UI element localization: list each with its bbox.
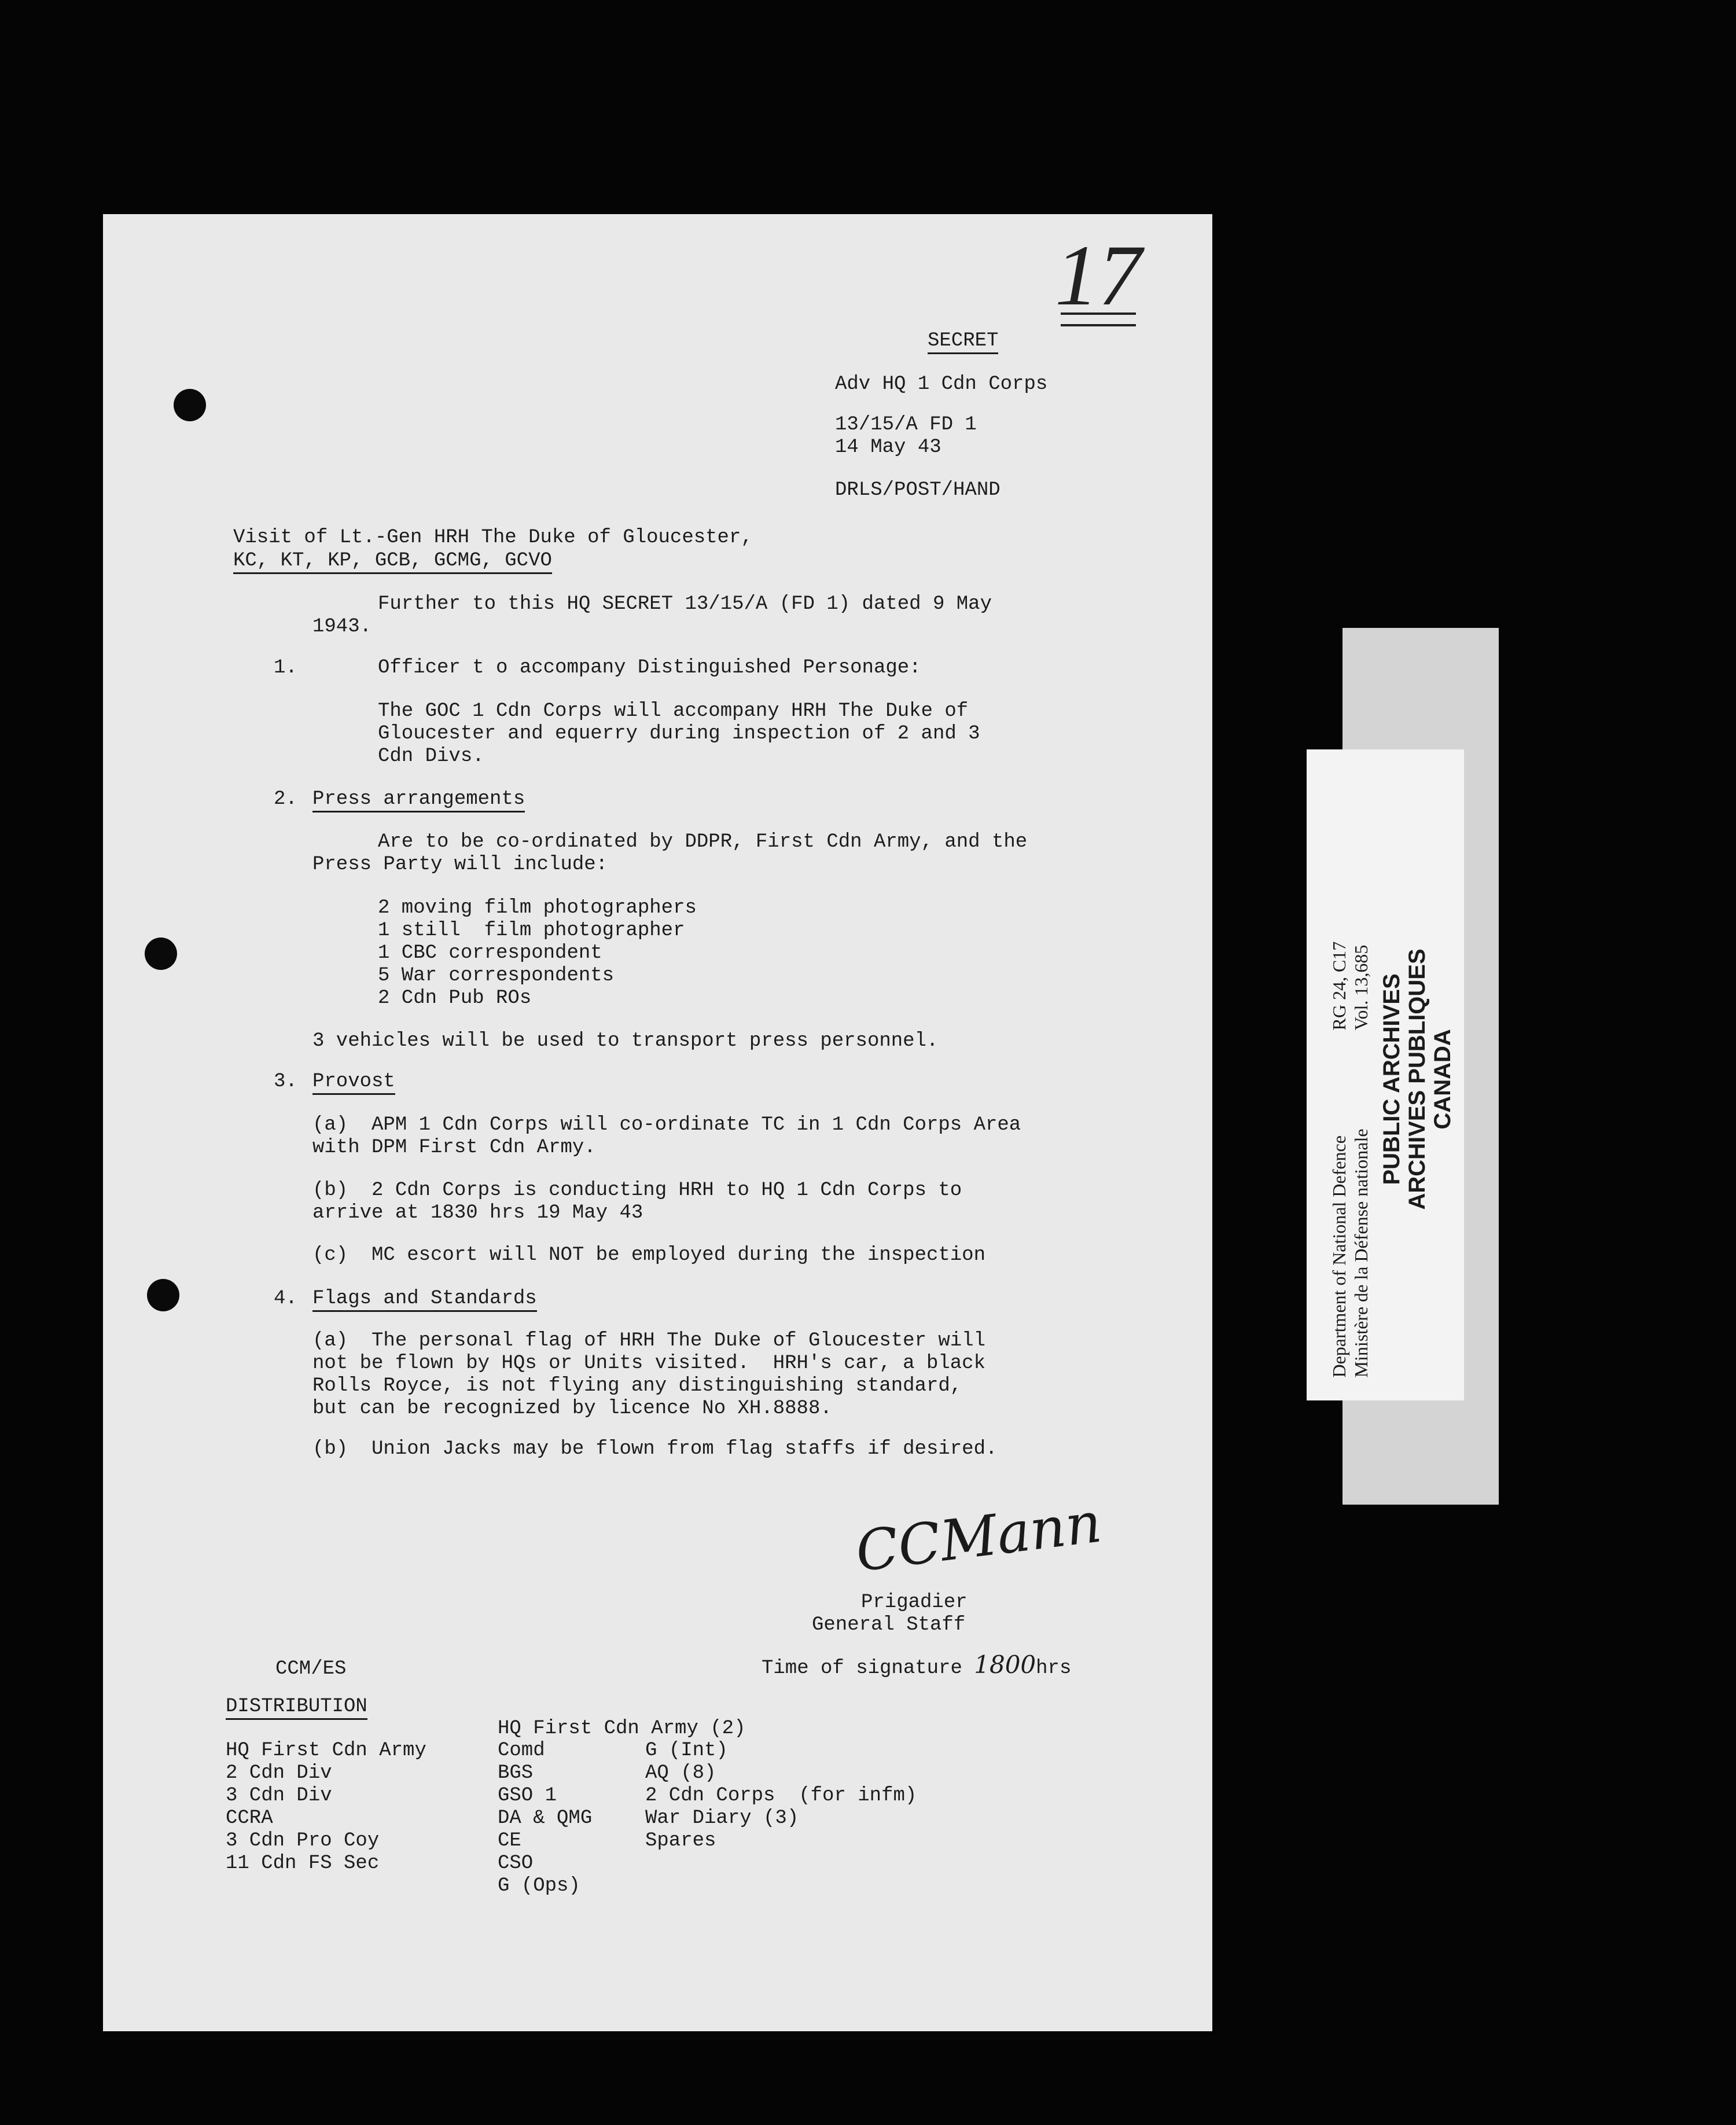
section-1-body-2: Gloucester and equerry during inspection of 2 and 3 <box>378 723 980 745</box>
section-1-number: 1. <box>274 657 297 679</box>
stamp-line: Department of National Defence <box>1328 1135 1349 1377</box>
section-3a-line-1: (a) APM 1 Cdn Corps will co-ordinate TC in 1 Cdn Corps Area <box>312 1114 1021 1136</box>
section-3-heading: Provost <box>312 1071 395 1095</box>
distribution-heading: DISTRIBUTION <box>226 1696 367 1720</box>
distribution-col3-item: AQ (8) <box>645 1762 716 1784</box>
stamp-line: Vol. 13,685 <box>1350 944 1371 1030</box>
section-3a-line-2: with DPM First Cdn Army. <box>312 1137 596 1159</box>
distribution-col2-item: DA & QMG <box>498 1807 593 1829</box>
document-date: 14 May 43 <box>835 436 941 458</box>
punch-hole-top <box>174 389 206 421</box>
section-4a-line-4: but can be recognized by licence No XH.8888. <box>312 1398 832 1420</box>
intro-line-2: 1943. <box>312 616 372 638</box>
file-reference: 13/15/A FD 1 <box>835 414 977 436</box>
section-4-number: 4. <box>274 1288 297 1310</box>
archive-stamp <box>1307 749 1464 1400</box>
section-1-heading: Officer t o accompany Distinguished Personage: <box>378 657 921 679</box>
archive-stamp-text <box>1304 749 1461 1400</box>
time-label: Time of signature <box>762 1657 962 1679</box>
distribution-col1-item: HQ First Cdn Army <box>226 1740 426 1762</box>
section-4a-line-2: not be flown by HQs or Units visited. HRH's car, a black <box>312 1352 985 1374</box>
stamp-line: Ministère de la Défense nationale <box>1350 1128 1371 1377</box>
subject-line-2: KC, KT, KP, GCB, GCMG, GCVO <box>233 550 552 574</box>
stamp-department <box>1328 1128 1372 1377</box>
distribution-col1-item: 11 Cdn FS Sec <box>226 1852 380 1874</box>
distribution-col2-item: CSO <box>498 1852 534 1874</box>
document-page <box>103 214 1212 2031</box>
folio-number: 17 <box>1055 227 1142 323</box>
signatory-rank: Prigadier <box>861 1591 968 1613</box>
stamp-line: ARCHIVES PUBLIQUES <box>1404 948 1430 1209</box>
section-1-body-1: The GOC 1 Cdn Corps will accompany HRH The Duke of <box>378 700 969 722</box>
stamp-reference <box>1328 941 1372 1030</box>
delivery-method: DRLS/POST/HAND <box>835 479 1001 501</box>
distribution-col3-item: G (Int) <box>645 1740 728 1762</box>
section-2-body-1: Are to be co-ordinated by DDPR, First Cdn Army, and the <box>378 831 1028 853</box>
distribution-col2-item: BGS <box>498 1762 534 1784</box>
section-2-heading: Press arrangements <box>312 788 525 812</box>
press-party-item: 2 Cdn Pub ROs <box>378 987 532 1009</box>
press-party-item: 5 War correspondents <box>378 965 615 987</box>
classification-secret: SECRET <box>928 330 998 354</box>
section-2-vehicles: 3 vehicles will be used to transport press personnel. <box>312 1030 939 1052</box>
distribution-col1-item: CCRA <box>226 1807 273 1829</box>
distribution-col2-item: G (Ops) <box>498 1875 580 1897</box>
reference-initials: CCM/ES <box>275 1658 347 1680</box>
time-unit: hrs <box>1036 1657 1072 1679</box>
press-party-item: 1 still film photographer <box>378 920 685 942</box>
stamp-archives <box>1379 948 1455 1209</box>
section-4a-line-3: Rolls Royce, is not flying any distinguishing standard, <box>312 1375 962 1397</box>
distribution-col2-item: GSO 1 <box>498 1785 557 1807</box>
section-3-number: 3. <box>274 1071 297 1093</box>
section-1-body-3: Cdn Divs. <box>378 745 484 767</box>
distribution-col2-item: Comd <box>498 1740 545 1762</box>
stamp-line: CANADA <box>1429 1028 1455 1130</box>
stamp-line: PUBLIC ARCHIVES <box>1378 973 1404 1185</box>
distribution-col3-item: 2 Cdn Corps (for infm) <box>645 1785 917 1807</box>
distribution-col1-item: 3 Cdn Div <box>226 1785 332 1807</box>
intro-line-1: Further to this HQ SECRET 13/15/A (FD 1) dated 9 May <box>378 593 992 615</box>
distribution-col1-item: 3 Cdn Pro Coy <box>226 1830 380 1852</box>
section-3c-line-1: (c) MC escort will NOT be employed during the inspection <box>312 1244 985 1266</box>
press-party-item: 2 moving film photographers <box>378 897 697 919</box>
handwritten-signature: CCMann <box>852 1490 1105 1584</box>
section-4-heading: Flags and Standards <box>312 1288 537 1312</box>
section-3b-line-1: (b) 2 Cdn Corps is conducting HRH to HQ 1 Cdn Corps to <box>312 1179 962 1201</box>
punch-hole-bottom <box>147 1279 179 1311</box>
section-2-body-2: Press Party will include: <box>312 854 608 876</box>
distribution-col2-item: CE <box>498 1830 521 1852</box>
section-2-number: 2. <box>274 788 297 810</box>
distribution-col1-item: 2 Cdn Div <box>226 1762 332 1784</box>
distribution-col3-item: War Diary (3) <box>645 1807 799 1829</box>
punch-hole-middle <box>145 938 177 970</box>
distribution-col2-heading: HQ First Cdn Army (2) <box>498 1718 746 1740</box>
time-value: 1800 <box>974 1650 1036 1679</box>
folio-underline <box>1061 312 1136 326</box>
stamp-line: RG 24, C17 <box>1328 941 1349 1030</box>
section-4b-line-1: (b) Union Jacks may be flown from flag staffs if desired. <box>312 1438 998 1460</box>
signatory-staff: General Staff <box>812 1614 966 1636</box>
subject-line-1: Visit of Lt.-Gen HRH The Duke of Gloucester, <box>233 527 753 549</box>
time-of-signature <box>762 1650 1072 1680</box>
press-party-item: 1 CBC correspondent <box>378 942 602 964</box>
origin: Adv HQ 1 Cdn Corps <box>835 373 1048 395</box>
section-3b-line-2: arrive at 1830 hrs 19 May 43 <box>312 1202 643 1224</box>
section-4a-line-1: (a) The personal flag of HRH The Duke of Gloucester will <box>312 1330 985 1352</box>
distribution-col3-item: Spares <box>645 1830 716 1852</box>
